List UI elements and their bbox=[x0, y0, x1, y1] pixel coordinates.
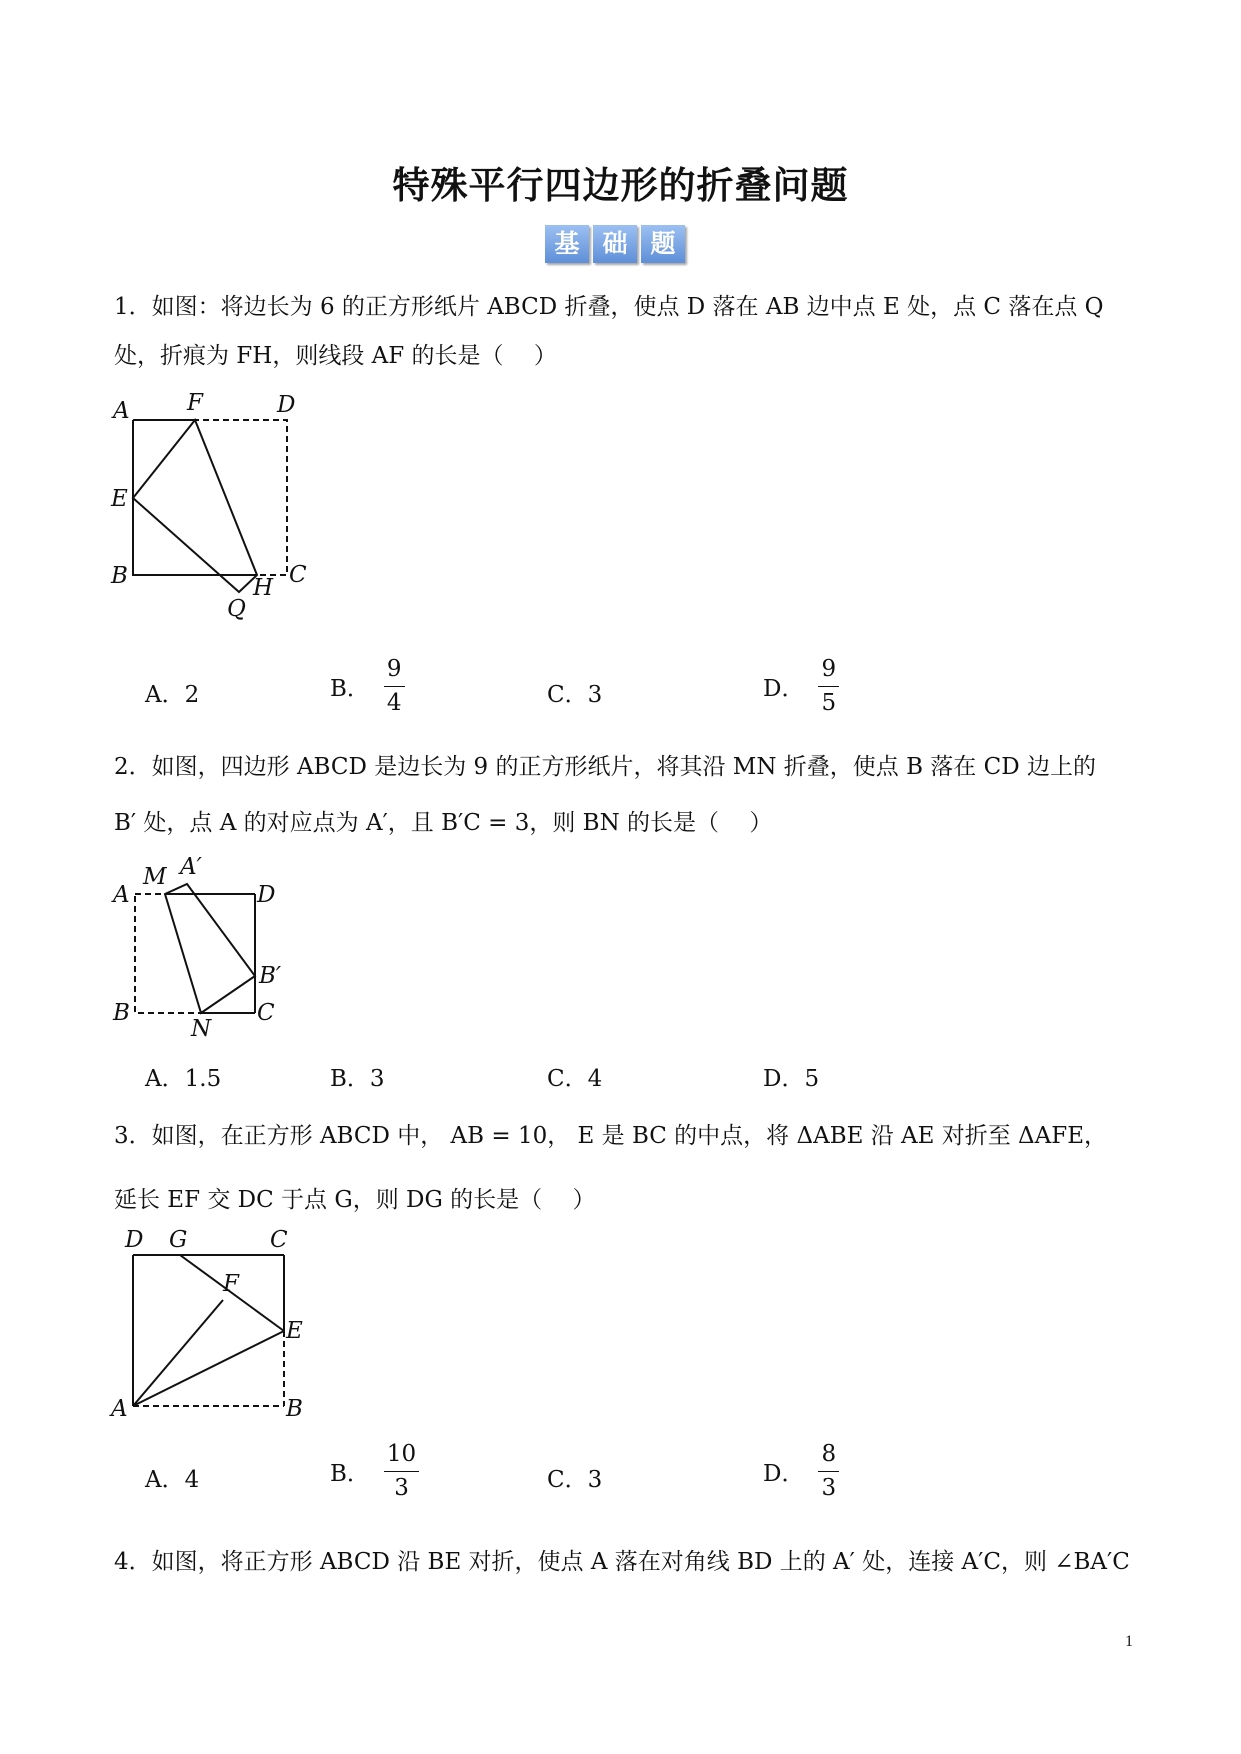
question-3-figure bbox=[105, 1225, 315, 1425]
q3-option-d: D． $\frac{8}{3}$ bbox=[763, 1441, 839, 1502]
label-c: C bbox=[289, 562, 307, 588]
label-d: D bbox=[257, 882, 276, 908]
q3-option-a: A．4 bbox=[145, 1467, 200, 1493]
page-number: 1 bbox=[1125, 1633, 1133, 1650]
fraction: $\frac{8}{3}$ bbox=[818, 1441, 839, 1502]
q1-option-a: A．2 bbox=[145, 682, 200, 708]
label-f: F bbox=[223, 1271, 239, 1297]
q1-option-d: D． $\frac{9}{5}$ bbox=[763, 656, 839, 717]
label-b: B bbox=[113, 1000, 130, 1026]
label-g: G bbox=[169, 1227, 188, 1253]
label-a: A bbox=[113, 882, 130, 908]
label-d: D bbox=[277, 392, 296, 418]
folded-shape bbox=[165, 884, 255, 1013]
label-h: H bbox=[253, 575, 274, 601]
label-m: M bbox=[143, 864, 167, 890]
label-c: C bbox=[257, 1000, 275, 1026]
folded-shape bbox=[133, 420, 257, 592]
label-f: F bbox=[187, 390, 203, 416]
square-outline bbox=[133, 420, 287, 575]
badge-char: 础 bbox=[593, 225, 637, 263]
page-title: 特殊平行四边形的折叠问题 bbox=[392, 164, 849, 207]
q3-option-c: C．3 bbox=[547, 1467, 603, 1493]
label-n: N bbox=[191, 1016, 212, 1042]
fraction: $\frac{10}{3}$ bbox=[384, 1441, 419, 1502]
question-1-line-1: 1．如图：将边长为 6 的正方形纸片 ABCD 折叠，使点 D 落在 AB 边中点 E 处，点 C 落在点 Q bbox=[114, 294, 1104, 320]
fraction: $\frac{9}{5}$ bbox=[818, 656, 839, 717]
segment-ae bbox=[133, 1331, 284, 1406]
label-q: Q bbox=[227, 596, 246, 620]
q2-option-a: A．1.5 bbox=[145, 1066, 222, 1092]
label-b: B bbox=[111, 563, 128, 589]
label-e: E bbox=[286, 1318, 303, 1344]
badge-char: 基 bbox=[545, 225, 589, 263]
q2-option-c: C．4 bbox=[547, 1066, 603, 1092]
question-1-line-2: 处，折痕为 FH，则线段 AF 的长是（ ） bbox=[114, 343, 557, 369]
question-2-figure bbox=[105, 852, 305, 1042]
label-a: A bbox=[113, 398, 130, 424]
question-3-line-1: 3．如图，在正方形 ABCD 中， AB = 10， E 是 BC 的中点，将 ΔABE 沿 AE 对折至 ΔAFE， bbox=[114, 1123, 1108, 1149]
question-2-line-1: 2．如图，四边形 ABCD 是边长为 9 的正方形纸片，将其沿 MN 折叠，使点 B 落在 CD 边上的 bbox=[114, 754, 1096, 780]
label-d: D bbox=[125, 1227, 144, 1253]
q1-option-b: B． $\frac{9}{4}$ bbox=[330, 656, 405, 717]
question-1-figure bbox=[105, 380, 325, 620]
q3-option-b: B． $\frac{10}{3}$ bbox=[330, 1441, 419, 1502]
label-a: A bbox=[111, 1396, 128, 1422]
q2-option-b: B．3 bbox=[330, 1066, 385, 1092]
fraction: $\frac{9}{4}$ bbox=[384, 656, 405, 717]
label-b-prime: B′ bbox=[259, 963, 282, 989]
badge-char: 题 bbox=[641, 225, 685, 263]
label-b: B bbox=[286, 1396, 303, 1422]
question-4-line-1: 4．如图，将正方形 ABCD 沿 BE 对折，使点 A 落在对角线 BD 上的 A′ 处，连接 A′C，则 ∠BA′C bbox=[114, 1549, 1130, 1575]
q1-option-c: C．3 bbox=[547, 682, 603, 708]
section-badge bbox=[545, 225, 685, 263]
q2-option-d: D．5 bbox=[763, 1066, 820, 1092]
label-a-prime: A′ bbox=[180, 854, 202, 880]
question-3-line-2: 延长 EF 交 DC 于点 G，则 DG 的长是（ ） bbox=[114, 1187, 596, 1213]
label-c: C bbox=[270, 1227, 288, 1253]
label-e: E bbox=[111, 486, 128, 512]
question-2-line-2: B′ 处，点 A 的对应点为 A′，且 B′C = 3，则 BN 的长是（ ） bbox=[114, 810, 773, 836]
segment-af bbox=[133, 1300, 223, 1406]
